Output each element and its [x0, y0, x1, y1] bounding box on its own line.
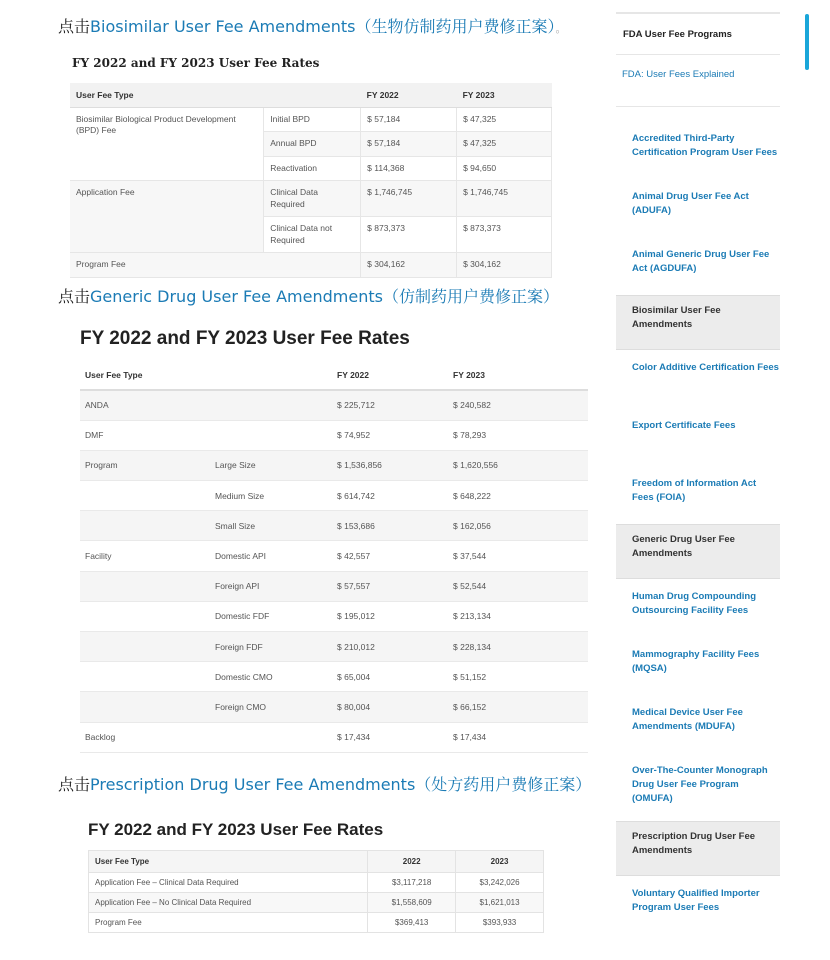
table-row	[80, 692, 588, 722]
fy2022-value: $ 74,952	[332, 420, 448, 450]
sidebar-item-omufa[interactable]: Over-The-Counter Monograph Drug User Fee Program (OMUFA)	[632, 765, 768, 804]
sidebar-item-biosimilar[interactable]: Biosimilar User Fee Amendments	[616, 295, 780, 350]
y2022-value: $1,558,609	[368, 893, 456, 913]
intro-cn: （仿制药用户费修正案）	[382, 287, 559, 306]
fy2023-value: $ 78,293	[448, 420, 588, 450]
sub-type: Annual BPD	[264, 132, 361, 156]
sub-type: Foreign FDF	[210, 632, 332, 662]
fy2023-value: $ 66,152	[448, 692, 588, 722]
sub-type: Medium Size	[210, 481, 332, 511]
sidebar-item-human-drug-compounding[interactable]: Human Drug Compounding Outsourcing Facility Fees	[632, 591, 757, 616]
fee-type: DMF	[80, 420, 210, 450]
sub-type: Foreign CMO	[210, 692, 332, 722]
table-header-row	[89, 851, 544, 873]
table-row	[80, 420, 588, 450]
table-header-row	[80, 361, 588, 390]
sub-type	[210, 390, 332, 420]
sidebar-item-prescription-drug[interactable]: Prescription Drug User Fee Amendments	[616, 821, 780, 876]
sub-type: Clinical Data not Required	[264, 217, 361, 253]
sub-type: Clinical Data Required	[264, 181, 361, 217]
sub-type: Initial BPD	[264, 108, 361, 132]
y2023-value: $393,933	[456, 913, 544, 933]
intro-cn: （处方药用户费修正案）	[415, 775, 592, 794]
fy2023-value: $ 1,620,556	[448, 450, 588, 480]
fee-type	[80, 481, 210, 511]
sub-type: Domestic FDF	[210, 601, 332, 631]
y2023-value: $1,621,013	[456, 893, 544, 913]
table-row	[70, 253, 552, 277]
intro-prefix: 点击	[58, 775, 91, 794]
col-header-fy2023: FY 2023	[457, 83, 552, 108]
sidebar-item-agdufa[interactable]: Animal Generic Drug User Fee Act (AGDUFA)	[632, 249, 770, 274]
table3-title: FY 2022 and FY 2023 User Fee Rates	[88, 820, 384, 839]
fee-type: Application Fee – No Clinical Data Required	[89, 893, 368, 913]
sidebar-item-mdufa[interactable]: Medical Device User Fee Amendments (MDUFA)	[632, 707, 743, 732]
fy2022-value: $ 614,742	[332, 481, 448, 511]
fy2022-value: $ 80,004	[332, 692, 448, 722]
fee-type: ANDA	[80, 390, 210, 420]
fy2023-value: $ 648,222	[448, 481, 588, 511]
table-row	[80, 390, 588, 420]
sidebar-item-adufa[interactable]: Animal Drug User Fee Act (ADUFA)	[632, 191, 749, 216]
fy2022-value: $ 1,536,856	[332, 450, 448, 480]
sub-type: Reactivation	[264, 156, 361, 180]
fy2023-value: $ 240,582	[448, 390, 588, 420]
table-row	[70, 108, 552, 132]
col-header-type: User Fee Type	[80, 361, 332, 390]
fy2022-value: $ 195,012	[332, 601, 448, 631]
fy2023-value: $ 162,056	[448, 511, 588, 541]
sub-type	[210, 722, 332, 752]
table-row	[80, 481, 588, 511]
table-row	[80, 541, 588, 571]
biosimilar-fee-table	[70, 83, 552, 278]
fy2022-value: $ 114,368	[361, 156, 457, 180]
y2022-value: $3,117,218	[368, 873, 456, 893]
scroll-indicator[interactable]	[805, 14, 809, 70]
biosimilar-link[interactable]: Biosimilar User Fee Amendments	[90, 17, 356, 36]
intro-cn: （生物仿制药用户费修正案）	[355, 17, 556, 36]
table-header-row	[70, 83, 552, 108]
fy2022-value: $ 42,557	[332, 541, 448, 571]
sub-type: Large Size	[210, 450, 332, 480]
sidebar-item-foia[interactable]: Freedom of Information Act Fees (FOIA)	[632, 478, 757, 503]
col-header-fy2022: FY 2022	[361, 83, 457, 108]
sidebar-item-color-additive[interactable]: Color Additive Certification Fees	[632, 362, 779, 373]
sidebar-item-vqip[interactable]: Voluntary Qualified Importer Program User Fees	[632, 888, 760, 913]
sidebar-link-user-fees-explained[interactable]: FDA: User Fees Explained	[616, 55, 780, 107]
table-row	[80, 571, 588, 601]
generic-drug-link[interactable]: Generic Drug User Fee Amendments	[90, 287, 383, 306]
table-row	[89, 913, 544, 933]
fee-type: Application Fee – Clinical Data Required	[89, 873, 368, 893]
intro-generic	[58, 284, 559, 307]
fy2022-value: $ 65,004	[332, 662, 448, 692]
fee-type	[80, 571, 210, 601]
fee-type	[80, 662, 210, 692]
sub-type	[210, 420, 332, 450]
col-header-2023: 2023	[456, 851, 544, 873]
fee-type: Program	[80, 450, 210, 480]
fy2022-value: $ 153,686	[332, 511, 448, 541]
sub-type: Foreign API	[210, 571, 332, 601]
fy2022-value: $ 57,557	[332, 571, 448, 601]
table-row	[89, 873, 544, 893]
intro-prescription	[58, 772, 591, 795]
fy2023-value: $ 873,373	[457, 217, 552, 253]
sidebar-item-export-certificate[interactable]: Export Certificate Fees	[632, 420, 736, 431]
program-fee-cell: Program Fee	[70, 253, 361, 277]
fy2023-value: $ 228,134	[448, 632, 588, 662]
table-row	[80, 632, 588, 662]
fy2022-value: $ 225,712	[332, 390, 448, 420]
y2023-value: $3,242,026	[456, 873, 544, 893]
fy2023-value: $ 37,544	[448, 541, 588, 571]
intro-tail: 。	[555, 22, 567, 35]
intro-prefix: 点击	[58, 287, 91, 306]
fee-type	[80, 692, 210, 722]
sub-type: Small Size	[210, 511, 332, 541]
intro-biosimilar	[58, 14, 566, 37]
table1-title: FY 2022 and FY 2023 User Fee Rates	[72, 56, 320, 70]
table-row	[89, 893, 544, 913]
app-fee-cell: Application Fee	[70, 181, 264, 253]
table-row	[80, 511, 588, 541]
col-header-2022: 2022	[368, 851, 456, 873]
sub-type: Domestic CMO	[210, 662, 332, 692]
fee-type: Backlog	[80, 722, 210, 752]
col-header-type: User Fee Type	[89, 851, 368, 873]
sidebar-spacer	[616, 107, 780, 121]
fy2022-value: $ 57,184	[361, 108, 457, 132]
fee-type: Facility	[80, 541, 210, 571]
fy2022-value: $ 17,434	[332, 722, 448, 752]
fy2023-value: $ 47,325	[457, 132, 552, 156]
fy2023-value: $ 1,746,745	[457, 181, 552, 217]
table-row	[80, 450, 588, 480]
col-header-type: User Fee Type	[70, 83, 361, 108]
fee-type: Program Fee	[89, 913, 368, 933]
col-header-fy2022: FY 2022	[332, 361, 448, 390]
fy2022-value: $ 873,373	[361, 217, 457, 253]
table-row	[80, 662, 588, 692]
fy2023-value: $ 51,152	[448, 662, 588, 692]
prescription-drug-fee-table	[88, 850, 544, 933]
fee-type	[80, 632, 210, 662]
sidebar-item-mqsa[interactable]: Mammography Facility Fees (MQSA)	[632, 649, 760, 674]
fee-type	[80, 511, 210, 541]
sub-type: Domestic API	[210, 541, 332, 571]
fy2023-value: $ 304,162	[457, 253, 552, 277]
fee-type	[80, 601, 210, 631]
intro-prefix: 点击	[58, 17, 91, 36]
sidebar-item-accredited-third-party[interactable]: Accredited Third-Party Certification Program User Fees	[632, 133, 778, 158]
sidebar-heading: FDA User Fee Programs	[616, 12, 780, 55]
table-row	[80, 722, 588, 752]
fy2023-value: $ 52,544	[448, 571, 588, 601]
generic-drug-fee-table	[80, 361, 588, 753]
fy2022-value: $ 1,746,745	[361, 181, 457, 217]
fy2023-value: $ 213,134	[448, 601, 588, 631]
col-header-fy2023: FY 2023	[448, 361, 588, 390]
table2-title: FY 2022 and FY 2023 User Fee Rates	[80, 328, 410, 349]
prescription-drug-link[interactable]: Prescription Drug User Fee Amendments	[90, 775, 416, 794]
table-row	[80, 601, 588, 631]
y2022-value: $369,413	[368, 913, 456, 933]
fy2022-value: $ 57,184	[361, 132, 457, 156]
fy2023-value: $ 47,325	[457, 108, 552, 132]
fy2022-value: $ 304,162	[361, 253, 457, 277]
user-fee-programs-sidebar	[616, 12, 780, 934]
fy2022-value: $ 210,012	[332, 632, 448, 662]
fy2023-value: $ 17,434	[448, 722, 588, 752]
table-row	[70, 181, 552, 217]
bpd-fee-cell: Biosimilar Biological Product Development (BPD) Fee	[70, 108, 264, 181]
sidebar-item-generic-drug[interactable]: Generic Drug User Fee Amendments	[616, 524, 780, 579]
fy2023-value: $ 94,650	[457, 156, 552, 180]
